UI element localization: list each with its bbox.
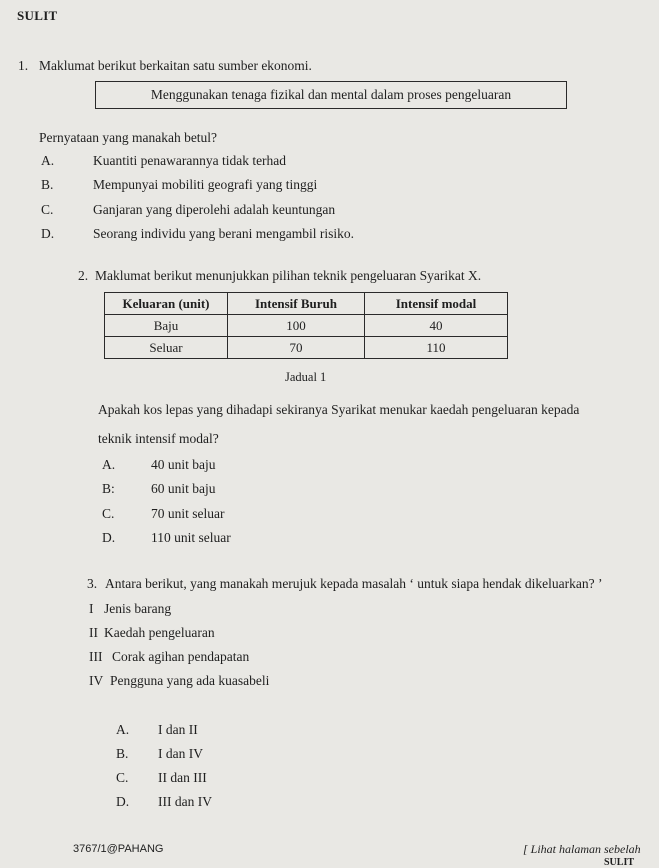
table-header-row (105, 293, 508, 315)
q3-item-ii-text: Kaedah pengeluaran (104, 625, 215, 640)
q1-option-d-letter: D. (41, 226, 55, 241)
q1-option-c-letter: C. (41, 202, 54, 217)
classification-footer: SULIT (604, 857, 635, 868)
q3-item-i-roman: I (89, 601, 94, 616)
q1-question: Pernyataan yang manakah betul? (39, 130, 218, 145)
q3-option-c-text: II dan III (158, 770, 207, 785)
q1-option-a-text: Kuantiti penawarannya tidak terhad (93, 153, 287, 168)
q3-item-ii-roman: II (89, 625, 98, 640)
table-header-cell: Intensif modal (365, 293, 508, 315)
q3-stem: Antara berikut, yang manakah merujuk kepada masalah ‘ untuk siapa hendak dikeluarkan? ’ (105, 576, 603, 591)
q1-option-b-text: Mempunyai mobiliti geografi yang tinggi (93, 177, 318, 192)
table-cell: 100 (228, 315, 365, 337)
table-caption: Jadual 1 (285, 370, 327, 384)
q1-option-c-text: Ganjaran yang diperolehi adalah keuntungan (93, 202, 336, 217)
q3-option-d-text: III dan IV (158, 794, 212, 809)
q2-number: 2. (78, 268, 89, 283)
q3-item-i-text: Jenis barang (104, 601, 172, 616)
q2-option-d-letter: D. (102, 530, 116, 545)
q2-option-c-letter: C. (102, 506, 115, 521)
q3-option-d-letter: D. (116, 794, 130, 809)
paper-code: 3767/1@PAHANG (73, 843, 164, 855)
q3-item-iii-roman: III (89, 649, 103, 664)
q1-number: 1. (18, 58, 29, 73)
q2-option-c-text: 70 unit seluar (151, 506, 225, 521)
q1-option-b-letter: B. (41, 177, 54, 192)
table-row (105, 315, 508, 337)
q2-option-d-text: 110 unit seluar (151, 530, 231, 545)
q3-option-a-letter: A. (116, 722, 130, 737)
table-cell: Baju (105, 315, 228, 337)
classification-header: SULIT (17, 8, 58, 23)
q2-option-a-text: 40 unit baju (151, 457, 216, 472)
q3-item-iv-roman: IV (89, 673, 104, 688)
q1-info-box: Menggunakan tenaga fizikal dan mental dalam proses pengeluaran (95, 81, 567, 109)
table-header-cell: Intensif Buruh (228, 293, 365, 315)
q2-option-b-letter: B: (102, 481, 115, 496)
table-header-cell: Keluaran (unit) (105, 293, 228, 315)
q3-option-a-text: I dan II (158, 722, 198, 737)
q2-option-a-letter: A. (102, 457, 116, 472)
q1-option-d-text: Seorang individu yang berani mengambil risiko. (93, 226, 354, 241)
table-cell: 110 (365, 337, 508, 359)
q3-item-iii-text: Corak agihan pendapatan (112, 649, 250, 664)
table-cell: 70 (228, 337, 365, 359)
q2-option-b-text: 60 unit baju (151, 481, 216, 496)
q2-table (104, 292, 508, 359)
q3-number: 3. (87, 576, 98, 591)
q1-stem: Maklumat berikut berkaitan satu sumber ekonomi. (39, 58, 312, 73)
table-cell: 40 (365, 315, 508, 337)
q3-item-iv-text: Pengguna yang ada kuasabeli (110, 673, 270, 688)
q3-option-c-letter: C. (116, 770, 129, 785)
table-cell: Seluar (105, 337, 228, 359)
q1-option-a-letter: A. (41, 153, 55, 168)
q3-option-b-text: I dan IV (158, 746, 203, 761)
q2-question-line-1: Apakah kos lepas yang dihadapi sekiranya Syarikat menukar kaedah pengeluaran kepada (98, 402, 580, 417)
next-page-note: [ Lihat halaman sebelah (523, 842, 641, 856)
q3-option-b-letter: B. (116, 746, 129, 761)
q2-stem: Maklumat berikut menunjukkan pilihan teknik pengeluaran Syarikat X. (95, 268, 482, 283)
q2-question-line-2: teknik intensif modal? (98, 431, 219, 446)
table-row (105, 337, 508, 359)
